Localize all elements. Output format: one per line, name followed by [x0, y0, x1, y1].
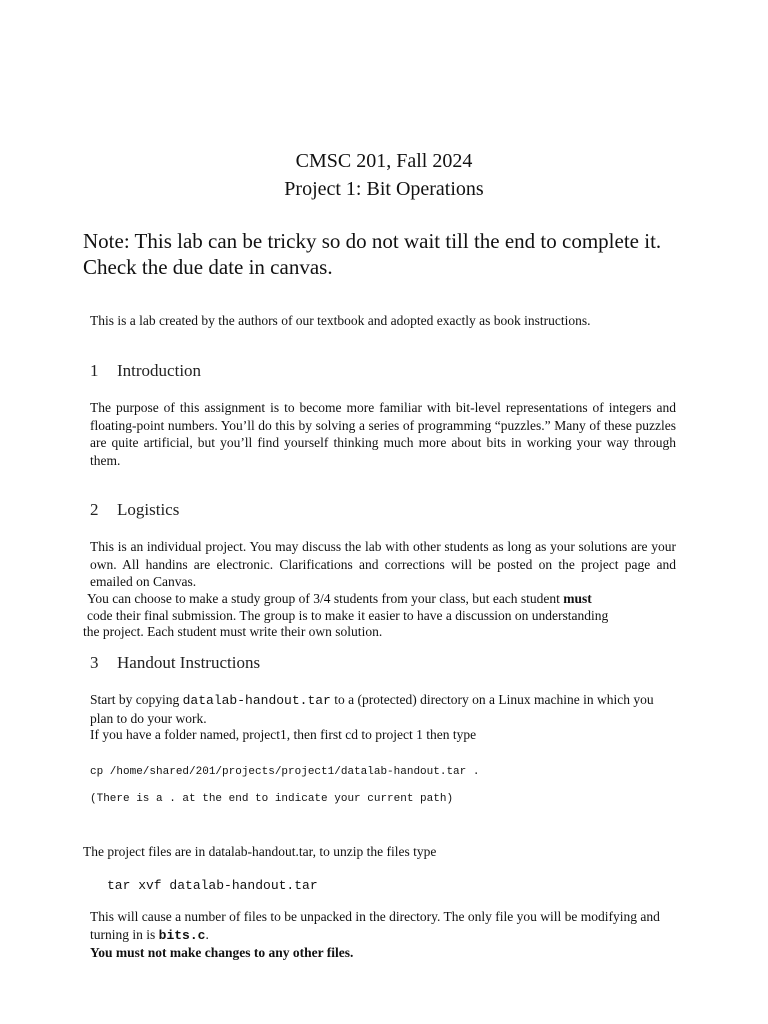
folder-line: If you have a folder named, project1, then first cd to project 1 then type — [90, 727, 477, 742]
section-number: 1 — [90, 361, 99, 380]
section-number: 3 — [90, 653, 99, 672]
tar-command: tar xvf datalab-handout.tar — [107, 878, 318, 893]
cp-command: cp /home/shared/201/projects/project1/datalab-handout.tar . — [90, 766, 480, 778]
group-line-3: the project. Each student must write their own solution. — [83, 624, 383, 639]
section-title: Handout Instructions — [117, 653, 261, 672]
note-line-1: Note: This lab can be tricky so do not wait till the end to complete it. — [83, 229, 662, 253]
section-number: 2 — [90, 500, 99, 519]
bits-c-filename: bits.c — [158, 928, 206, 943]
group-text: You can choose to make a study group of 3/4 students from your class, but each student — [87, 591, 564, 606]
logistics-paragraph: This is an individual project. You may discuss the lab with other students as long as your solutions are your own. All handins are electronic. Clarifications and corrections will be posted on the project page and emailed on Canvas. — [90, 539, 676, 589]
project-title: Project 1: Bit Operations — [284, 178, 484, 200]
group-line-2: code their final submission. The group is to make it easier to have a discussion on understanding — [87, 608, 609, 623]
unpack-text-post: . — [205, 927, 209, 942]
unpack-line-2 — [90, 926, 690, 945]
group-line-1 — [87, 590, 687, 608]
section-heading-handout — [90, 652, 260, 674]
introduction-paragraph: The purpose of this assignment is to become more familiar with bit-level representations of integers and floating-point numbers. You’ll do this by solving a series of programming “puzzles.” Many of these puzzles are quite artificial, but you’ll find yourself thinking much more about bits in working your way through them. — [90, 400, 676, 468]
note-line-2: Check the due date in canvas. — [83, 255, 333, 279]
intro-text: This is a lab created by the authors of our textbook and adopted exactly as book instructions. — [90, 313, 591, 328]
warning-line: You must not make changes to any other files. — [90, 945, 354, 960]
copy-line-2: plan to do your work. — [90, 711, 207, 726]
handout-filename: datalab-handout.tar — [182, 693, 331, 708]
copy-text-post: to a (protected) directory on a Linux machine in which you — [330, 692, 654, 707]
unpack-line-1: This will cause a number of files to be unpacked in the directory. The only file you will be modifying and — [90, 909, 660, 924]
copy-line-1 — [90, 691, 690, 710]
unpack-text: turning in is — [90, 927, 159, 942]
course-title: CMSC 201, Fall 2024 — [295, 150, 473, 172]
copy-text: Start by copying — [90, 692, 183, 707]
section-heading-logistics — [90, 499, 179, 521]
unzip-line: The project files are in datalab-handout.tar, to unzip the files type — [83, 844, 437, 859]
section-title: Logistics — [117, 500, 180, 519]
group-bold-word: must — [563, 591, 592, 606]
section-heading-introduction — [90, 360, 201, 382]
cp-note: (There is a . at the end to indicate your current path) — [90, 793, 454, 805]
section-title: Introduction — [117, 361, 202, 380]
